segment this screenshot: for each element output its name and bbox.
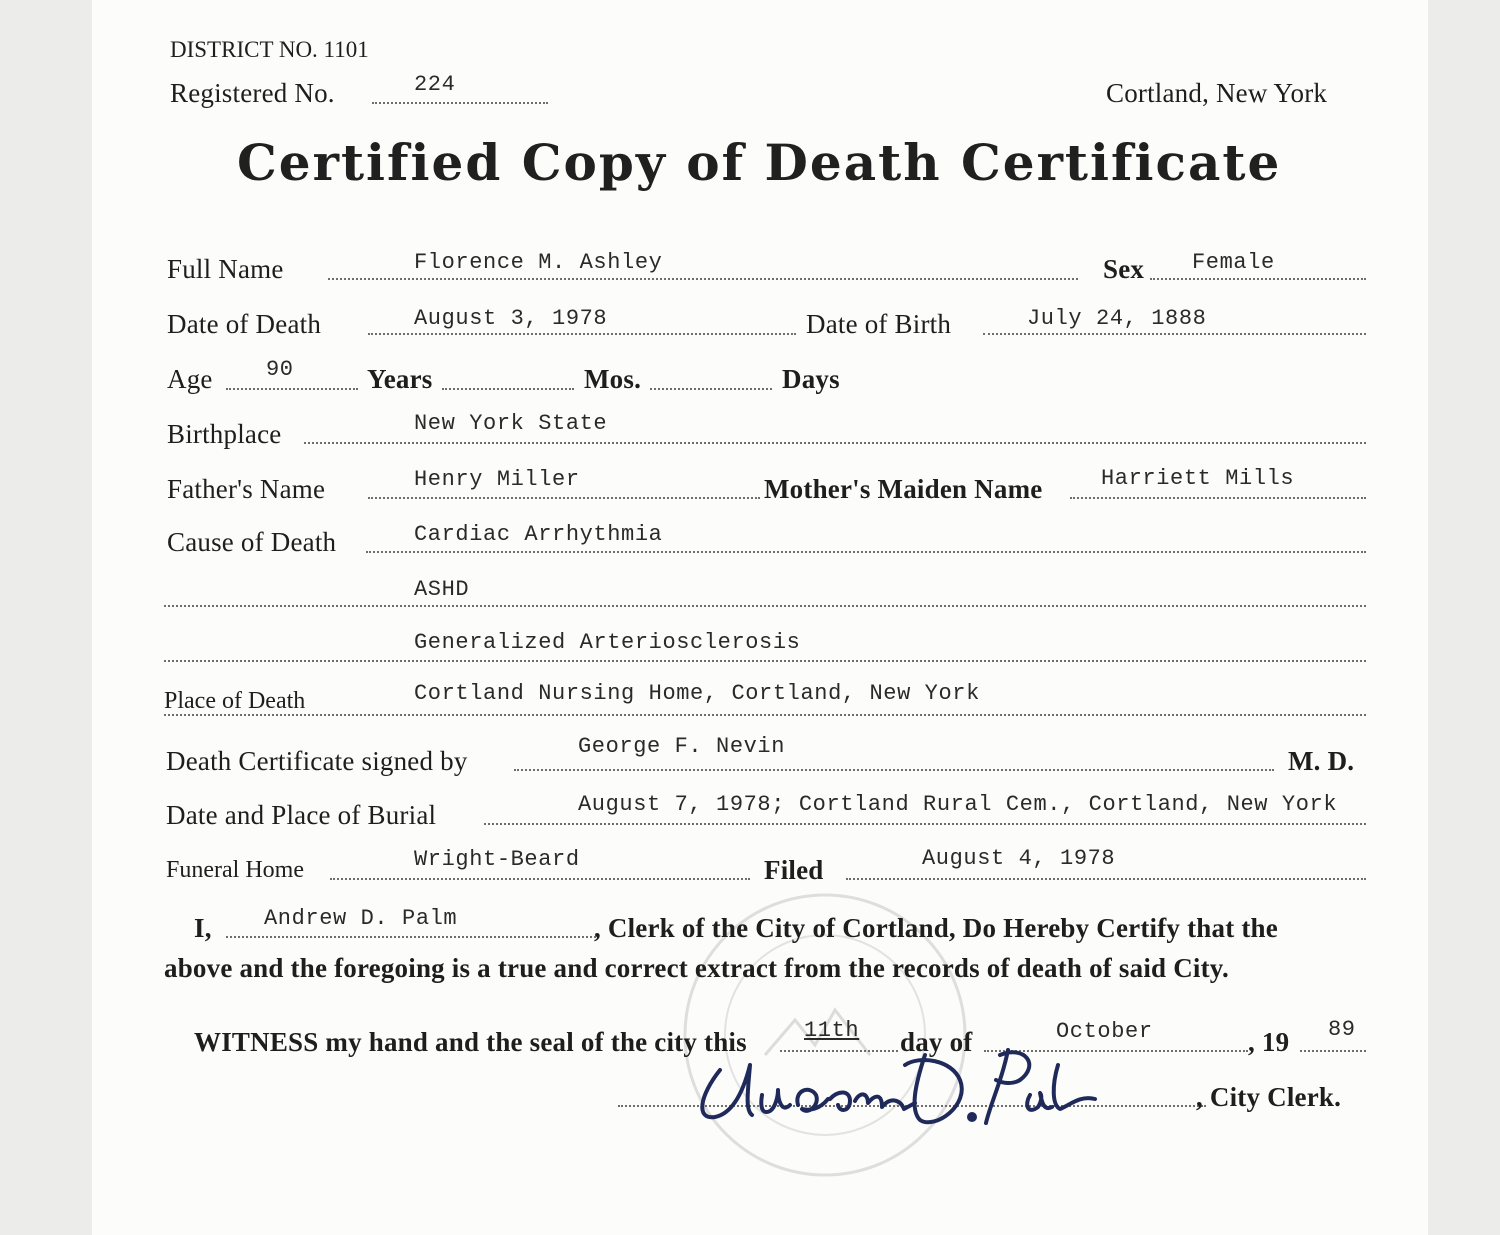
cause-of-death-label: Cause of Death bbox=[167, 527, 337, 557]
cause-of-death-line-3: Generalized Arteriosclerosis bbox=[414, 630, 801, 655]
document-title: Certified Copy of Death Certificate bbox=[237, 133, 1282, 192]
year-prefix: , 19 bbox=[1248, 1027, 1290, 1057]
age-label: Age bbox=[167, 364, 213, 394]
witness-month-value: October bbox=[1056, 1019, 1153, 1044]
witness-text: WITNESS my hand and the seal of the city this bbox=[194, 1027, 747, 1057]
years-label: Years bbox=[367, 364, 433, 394]
burial-label: Date and Place of Burial bbox=[166, 800, 437, 830]
city-clerk-label: , City Clerk. bbox=[1196, 1082, 1342, 1112]
days-label: Days bbox=[782, 364, 840, 394]
day-of-label: day of bbox=[900, 1027, 973, 1057]
witness-year-value: 89 bbox=[1328, 1017, 1356, 1042]
certify-text-line-2: above and the foregoing is a true and correct extract from the records of death of said City. bbox=[164, 953, 1229, 983]
sex-label: Sex bbox=[1103, 254, 1145, 284]
date-of-death-value: August 3, 1978 bbox=[414, 306, 608, 331]
place-of-death-value: Cortland Nursing Home, Cortland, New York bbox=[414, 681, 980, 706]
md-label: M. D. bbox=[1288, 746, 1355, 776]
mother-maiden-name-value: Harriett Mills bbox=[1101, 466, 1295, 491]
birthplace-label: Birthplace bbox=[167, 419, 282, 449]
location: Cortland, New York bbox=[1106, 78, 1328, 108]
witness-day-value: 11th bbox=[804, 1018, 860, 1043]
father-name-value: Henry Miller bbox=[414, 467, 580, 492]
date-of-death-label: Date of Death bbox=[167, 309, 322, 339]
father-name-label: Father's Name bbox=[167, 474, 326, 504]
mother-maiden-name-label: Mother's Maiden Name bbox=[764, 474, 1043, 504]
burial-value: August 7, 1978; Cortland Rural Cem., Cortland, New York bbox=[578, 792, 1338, 817]
full-name-value: Florence M. Ashley bbox=[414, 250, 663, 275]
registered-number: 224 bbox=[414, 72, 456, 97]
full-name-label: Full Name bbox=[167, 254, 284, 284]
clerk-signature bbox=[690, 1035, 1100, 1135]
filed-value: August 4, 1978 bbox=[922, 846, 1116, 871]
date-of-birth-value: July 24, 1888 bbox=[1027, 306, 1207, 331]
months-label: Mos. bbox=[584, 364, 642, 394]
date-of-birth-label: Date of Birth bbox=[806, 309, 952, 339]
funeral-home-value: Wright-Beard bbox=[414, 847, 580, 872]
district-number: DISTRICT NO. 1101 bbox=[170, 37, 369, 62]
clerk-name-value: Andrew D. Palm bbox=[264, 906, 458, 931]
cause-of-death-line-2: ASHD bbox=[414, 577, 470, 602]
signed-by-value: George F. Nevin bbox=[578, 734, 786, 759]
sex-value: Female bbox=[1192, 250, 1275, 275]
birthplace-value: New York State bbox=[414, 411, 608, 436]
funeral-home-label: Funeral Home bbox=[166, 857, 304, 883]
cause-of-death-line-1: Cardiac Arrhythmia bbox=[414, 522, 663, 547]
certify-text-line-1: , Clerk of the City of Cortland, Do Hereby Certify that the bbox=[594, 913, 1278, 943]
certify-i-label: I, bbox=[194, 913, 212, 943]
signed-by-label: Death Certificate signed by bbox=[166, 746, 468, 776]
filed-label: Filed bbox=[764, 855, 824, 885]
age-years-value: 90 bbox=[266, 357, 294, 382]
registered-label: Registered No. bbox=[170, 78, 335, 108]
place-of-death-label: Place of Death bbox=[164, 688, 306, 714]
